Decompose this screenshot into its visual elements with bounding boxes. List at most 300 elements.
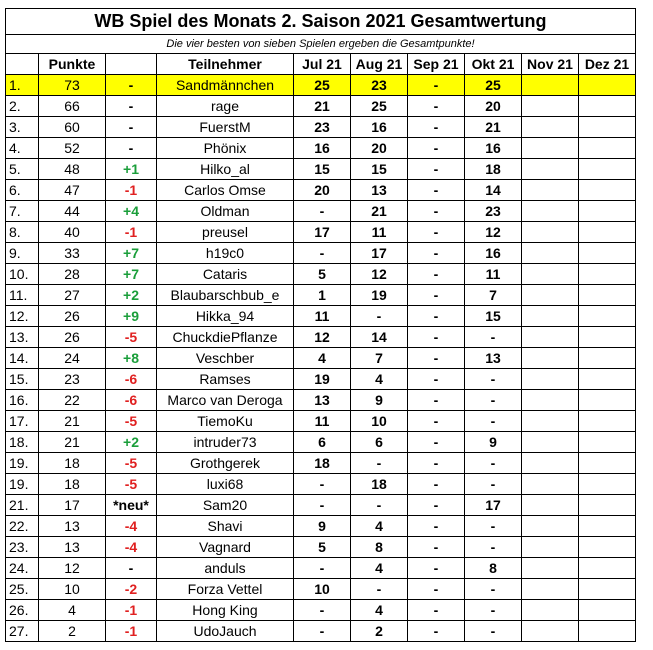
cell-participant: Sam20 [157, 495, 294, 516]
cell-change: - [106, 117, 157, 138]
cell-change: -1 [106, 180, 157, 201]
cell-jul: 6 [294, 432, 351, 453]
cell-points: 21 [39, 432, 106, 453]
cell-rank: 19. [6, 453, 39, 474]
table-row [6, 243, 636, 264]
cell-dez [579, 243, 636, 264]
cell-nov [522, 411, 579, 432]
cell-aug: 8 [351, 537, 408, 558]
cell-aug: 16 [351, 117, 408, 138]
cell-points: 17 [39, 495, 106, 516]
cell-nov [522, 432, 579, 453]
cell-dez [579, 432, 636, 453]
cell-change: +2 [106, 285, 157, 306]
cell-okt: 12 [465, 222, 522, 243]
cell-nov [522, 327, 579, 348]
cell-sep: - [408, 75, 465, 96]
cell-participant: Phönix [157, 138, 294, 159]
cell-jul: 17 [294, 222, 351, 243]
cell-change: -4 [106, 537, 157, 558]
cell-okt: - [465, 516, 522, 537]
cell-okt: 25 [465, 75, 522, 96]
cell-change: -5 [106, 453, 157, 474]
cell-nov [522, 495, 579, 516]
cell-sep: - [408, 96, 465, 117]
table-row [6, 453, 636, 474]
cell-rank: 3. [6, 117, 39, 138]
header-points: Punkte [39, 54, 106, 75]
cell-dez [579, 558, 636, 579]
cell-sep: - [408, 621, 465, 642]
cell-aug: 15 [351, 159, 408, 180]
cell-sep: - [408, 138, 465, 159]
cell-sep: - [408, 579, 465, 600]
cell-rank: 16. [6, 390, 39, 411]
cell-okt: - [465, 327, 522, 348]
cell-dez [579, 222, 636, 243]
cell-change: - [106, 96, 157, 117]
cell-participant: luxi68 [157, 474, 294, 495]
cell-rank: 7. [6, 201, 39, 222]
header-aug: Aug 21 [351, 54, 408, 75]
table-row [6, 474, 636, 495]
cell-aug: - [351, 495, 408, 516]
cell-jul: 9 [294, 516, 351, 537]
table-row [6, 558, 636, 579]
cell-sep: - [408, 159, 465, 180]
cell-nov [522, 474, 579, 495]
table-row [6, 306, 636, 327]
table-row [6, 495, 636, 516]
cell-okt: 16 [465, 138, 522, 159]
table-row [6, 411, 636, 432]
cell-rank: 19. [6, 474, 39, 495]
table-row [6, 579, 636, 600]
cell-sep: - [408, 306, 465, 327]
cell-dez [579, 264, 636, 285]
cell-change: - [106, 138, 157, 159]
cell-okt: - [465, 621, 522, 642]
cell-aug: 4 [351, 369, 408, 390]
table-row [6, 390, 636, 411]
cell-aug: 19 [351, 285, 408, 306]
cell-sep: - [408, 327, 465, 348]
table-row [6, 159, 636, 180]
cell-participant: intruder73 [157, 432, 294, 453]
cell-jul: - [294, 474, 351, 495]
cell-participant: Oldman [157, 201, 294, 222]
cell-rank: 24. [6, 558, 39, 579]
cell-sep: - [408, 201, 465, 222]
table-row [6, 621, 636, 642]
cell-okt: 13 [465, 348, 522, 369]
cell-rank: 14. [6, 348, 39, 369]
cell-nov [522, 117, 579, 138]
cell-sep: - [408, 243, 465, 264]
cell-participant: Grothgerek [157, 453, 294, 474]
cell-aug: - [351, 579, 408, 600]
cell-dez [579, 453, 636, 474]
cell-rank: 6. [6, 180, 39, 201]
header-jul: Jul 21 [294, 54, 351, 75]
cell-participant: Vagnard [157, 537, 294, 558]
table-title: WB Spiel des Monats 2. Saison 2021 Gesamtwertung [6, 9, 636, 35]
cell-aug: 21 [351, 201, 408, 222]
cell-nov [522, 621, 579, 642]
cell-rank: 8. [6, 222, 39, 243]
cell-okt: - [465, 453, 522, 474]
cell-points: 2 [39, 621, 106, 642]
cell-rank: 1. [6, 75, 39, 96]
cell-nov [522, 306, 579, 327]
cell-aug: 25 [351, 96, 408, 117]
cell-aug: 12 [351, 264, 408, 285]
cell-nov [522, 159, 579, 180]
cell-points: 26 [39, 327, 106, 348]
cell-jul: 1 [294, 285, 351, 306]
cell-okt: 17 [465, 495, 522, 516]
cell-dez [579, 75, 636, 96]
cell-participant: Blaubarschbub_e [157, 285, 294, 306]
cell-okt: 7 [465, 285, 522, 306]
cell-participant: Shavi [157, 516, 294, 537]
cell-sep: - [408, 117, 465, 138]
cell-rank: 25. [6, 579, 39, 600]
cell-sep: - [408, 348, 465, 369]
header-rank [6, 54, 39, 75]
cell-aug: 17 [351, 243, 408, 264]
cell-participant: h19c0 [157, 243, 294, 264]
cell-aug: 4 [351, 558, 408, 579]
standings-table [5, 8, 636, 642]
cell-jul: 11 [294, 306, 351, 327]
cell-change: -1 [106, 621, 157, 642]
cell-nov [522, 348, 579, 369]
cell-points: 23 [39, 369, 106, 390]
header-sep: Sep 21 [408, 54, 465, 75]
cell-nov [522, 138, 579, 159]
cell-rank: 23. [6, 537, 39, 558]
cell-participant: TiemoKu [157, 411, 294, 432]
cell-points: 22 [39, 390, 106, 411]
table-row [6, 180, 636, 201]
cell-jul: - [294, 558, 351, 579]
cell-dez [579, 411, 636, 432]
cell-nov [522, 96, 579, 117]
cell-okt: 15 [465, 306, 522, 327]
cell-jul: 5 [294, 537, 351, 558]
cell-jul: 4 [294, 348, 351, 369]
cell-sep: - [408, 264, 465, 285]
header-change [106, 54, 157, 75]
cell-change: -6 [106, 369, 157, 390]
cell-points: 18 [39, 453, 106, 474]
cell-points: 44 [39, 201, 106, 222]
table-row [6, 348, 636, 369]
cell-nov [522, 558, 579, 579]
cell-nov [522, 579, 579, 600]
cell-participant: Cataris [157, 264, 294, 285]
table-row [6, 201, 636, 222]
cell-change: -1 [106, 222, 157, 243]
table-row [6, 537, 636, 558]
cell-aug: 4 [351, 516, 408, 537]
cell-participant: Forza Vettel [157, 579, 294, 600]
cell-rank: 12. [6, 306, 39, 327]
cell-rank: 10. [6, 264, 39, 285]
cell-rank: 21. [6, 495, 39, 516]
cell-sep: - [408, 600, 465, 621]
cell-nov [522, 516, 579, 537]
cell-aug: 6 [351, 432, 408, 453]
cell-dez [579, 579, 636, 600]
cell-jul: - [294, 201, 351, 222]
cell-aug: 7 [351, 348, 408, 369]
cell-okt: - [465, 537, 522, 558]
cell-sep: - [408, 180, 465, 201]
cell-change: - [106, 75, 157, 96]
header-row [6, 54, 636, 75]
cell-jul: 20 [294, 180, 351, 201]
cell-rank: 27. [6, 621, 39, 642]
cell-nov [522, 453, 579, 474]
cell-points: 4 [39, 600, 106, 621]
cell-jul: - [294, 495, 351, 516]
cell-nov [522, 369, 579, 390]
cell-dez [579, 537, 636, 558]
cell-nov [522, 264, 579, 285]
cell-nov [522, 285, 579, 306]
standings-sheet [5, 8, 636, 642]
cell-aug: 14 [351, 327, 408, 348]
cell-aug: - [351, 306, 408, 327]
cell-change: -5 [106, 411, 157, 432]
cell-okt: 16 [465, 243, 522, 264]
cell-jul: 19 [294, 369, 351, 390]
cell-jul: - [294, 243, 351, 264]
cell-sep: - [408, 558, 465, 579]
cell-participant: Sandmännchen [157, 75, 294, 96]
cell-rank: 9. [6, 243, 39, 264]
table-row [6, 117, 636, 138]
cell-points: 73 [39, 75, 106, 96]
cell-dez [579, 348, 636, 369]
cell-change: +4 [106, 201, 157, 222]
cell-jul: 16 [294, 138, 351, 159]
cell-participant: Hikka_94 [157, 306, 294, 327]
cell-participant: Carlos Omse [157, 180, 294, 201]
cell-participant: Hilko_al [157, 159, 294, 180]
cell-jul: 11 [294, 411, 351, 432]
cell-okt: - [465, 600, 522, 621]
table-row [6, 264, 636, 285]
cell-okt: 21 [465, 117, 522, 138]
cell-dez [579, 96, 636, 117]
cell-nov [522, 243, 579, 264]
cell-rank: 2. [6, 96, 39, 117]
cell-nov [522, 75, 579, 96]
cell-points: 21 [39, 411, 106, 432]
cell-participant: FuerstM [157, 117, 294, 138]
cell-sep: - [408, 432, 465, 453]
cell-change: +9 [106, 306, 157, 327]
cell-aug: 13 [351, 180, 408, 201]
cell-change: -1 [106, 600, 157, 621]
cell-okt: 14 [465, 180, 522, 201]
cell-change: *neu* [106, 495, 157, 516]
cell-points: 48 [39, 159, 106, 180]
cell-jul: 12 [294, 327, 351, 348]
cell-aug: 20 [351, 138, 408, 159]
cell-jul: 10 [294, 579, 351, 600]
cell-okt: 8 [465, 558, 522, 579]
cell-rank: 17. [6, 411, 39, 432]
cell-points: 60 [39, 117, 106, 138]
cell-sep: - [408, 285, 465, 306]
cell-dez [579, 159, 636, 180]
cell-points: 12 [39, 558, 106, 579]
cell-aug: 9 [351, 390, 408, 411]
cell-rank: 13. [6, 327, 39, 348]
cell-points: 33 [39, 243, 106, 264]
cell-participant: UdoJauch [157, 621, 294, 642]
cell-jul: 5 [294, 264, 351, 285]
table-row [6, 516, 636, 537]
cell-aug: 10 [351, 411, 408, 432]
cell-participant: Ramses [157, 369, 294, 390]
cell-okt: 20 [465, 96, 522, 117]
cell-points: 52 [39, 138, 106, 159]
cell-okt: 11 [465, 264, 522, 285]
cell-nov [522, 390, 579, 411]
cell-change: -6 [106, 390, 157, 411]
cell-participant: Hong King [157, 600, 294, 621]
cell-dez [579, 621, 636, 642]
cell-change: -5 [106, 474, 157, 495]
cell-jul: - [294, 600, 351, 621]
cell-aug: 18 [351, 474, 408, 495]
table-row [6, 327, 636, 348]
cell-jul: 13 [294, 390, 351, 411]
table-subtitle: Die vier besten von sieben Spielen ergeben die Gesamtpunkte! [6, 35, 636, 54]
cell-points: 28 [39, 264, 106, 285]
cell-rank: 18. [6, 432, 39, 453]
cell-participant: rage [157, 96, 294, 117]
cell-rank: 11. [6, 285, 39, 306]
cell-dez [579, 495, 636, 516]
cell-sep: - [408, 222, 465, 243]
cell-points: 13 [39, 516, 106, 537]
cell-rank: 4. [6, 138, 39, 159]
cell-aug: 4 [351, 600, 408, 621]
cell-change: +7 [106, 243, 157, 264]
cell-dez [579, 180, 636, 201]
cell-points: 47 [39, 180, 106, 201]
cell-participant: preusel [157, 222, 294, 243]
cell-change: +7 [106, 264, 157, 285]
cell-points: 27 [39, 285, 106, 306]
cell-aug: 23 [351, 75, 408, 96]
cell-dez [579, 369, 636, 390]
cell-sep: - [408, 516, 465, 537]
cell-change: -4 [106, 516, 157, 537]
cell-okt: - [465, 369, 522, 390]
table-row [6, 138, 636, 159]
header-dez: Dez 21 [579, 54, 636, 75]
table-row [6, 369, 636, 390]
table-row [6, 285, 636, 306]
cell-change: - [106, 558, 157, 579]
cell-okt: 23 [465, 201, 522, 222]
cell-okt: - [465, 474, 522, 495]
cell-points: 13 [39, 537, 106, 558]
cell-points: 26 [39, 306, 106, 327]
header-nov: Nov 21 [522, 54, 579, 75]
cell-nov [522, 537, 579, 558]
header-okt: Okt 21 [465, 54, 522, 75]
cell-points: 40 [39, 222, 106, 243]
cell-okt: - [465, 411, 522, 432]
cell-nov [522, 201, 579, 222]
cell-dez [579, 201, 636, 222]
cell-aug: 11 [351, 222, 408, 243]
cell-aug: 2 [351, 621, 408, 642]
table-row [6, 75, 636, 96]
cell-dez [579, 117, 636, 138]
cell-okt: 18 [465, 159, 522, 180]
cell-sep: - [408, 369, 465, 390]
cell-sep: - [408, 495, 465, 516]
cell-points: 18 [39, 474, 106, 495]
cell-change: -2 [106, 579, 157, 600]
cell-participant: anduls [157, 558, 294, 579]
cell-okt: - [465, 579, 522, 600]
cell-points: 10 [39, 579, 106, 600]
cell-dez [579, 390, 636, 411]
table-row [6, 432, 636, 453]
cell-participant: Marco van Deroga [157, 390, 294, 411]
cell-change: +1 [106, 159, 157, 180]
cell-dez [579, 306, 636, 327]
cell-rank: 5. [6, 159, 39, 180]
cell-rank: 22. [6, 516, 39, 537]
table-row [6, 600, 636, 621]
table-row [6, 222, 636, 243]
cell-nov [522, 600, 579, 621]
cell-sep: - [408, 537, 465, 558]
cell-sep: - [408, 411, 465, 432]
cell-points: 66 [39, 96, 106, 117]
cell-change: +8 [106, 348, 157, 369]
cell-dez [579, 285, 636, 306]
cell-jul: 25 [294, 75, 351, 96]
cell-dez [579, 474, 636, 495]
cell-participant: ChuckdiePflanze [157, 327, 294, 348]
cell-okt: 9 [465, 432, 522, 453]
cell-jul: 15 [294, 159, 351, 180]
cell-nov [522, 180, 579, 201]
cell-rank: 15. [6, 369, 39, 390]
cell-sep: - [408, 474, 465, 495]
header-participant: Teilnehmer [157, 54, 294, 75]
cell-jul: - [294, 621, 351, 642]
cell-jul: 18 [294, 453, 351, 474]
cell-change: +2 [106, 432, 157, 453]
cell-jul: 21 [294, 96, 351, 117]
cell-sep: - [408, 390, 465, 411]
cell-rank: 26. [6, 600, 39, 621]
cell-dez [579, 327, 636, 348]
